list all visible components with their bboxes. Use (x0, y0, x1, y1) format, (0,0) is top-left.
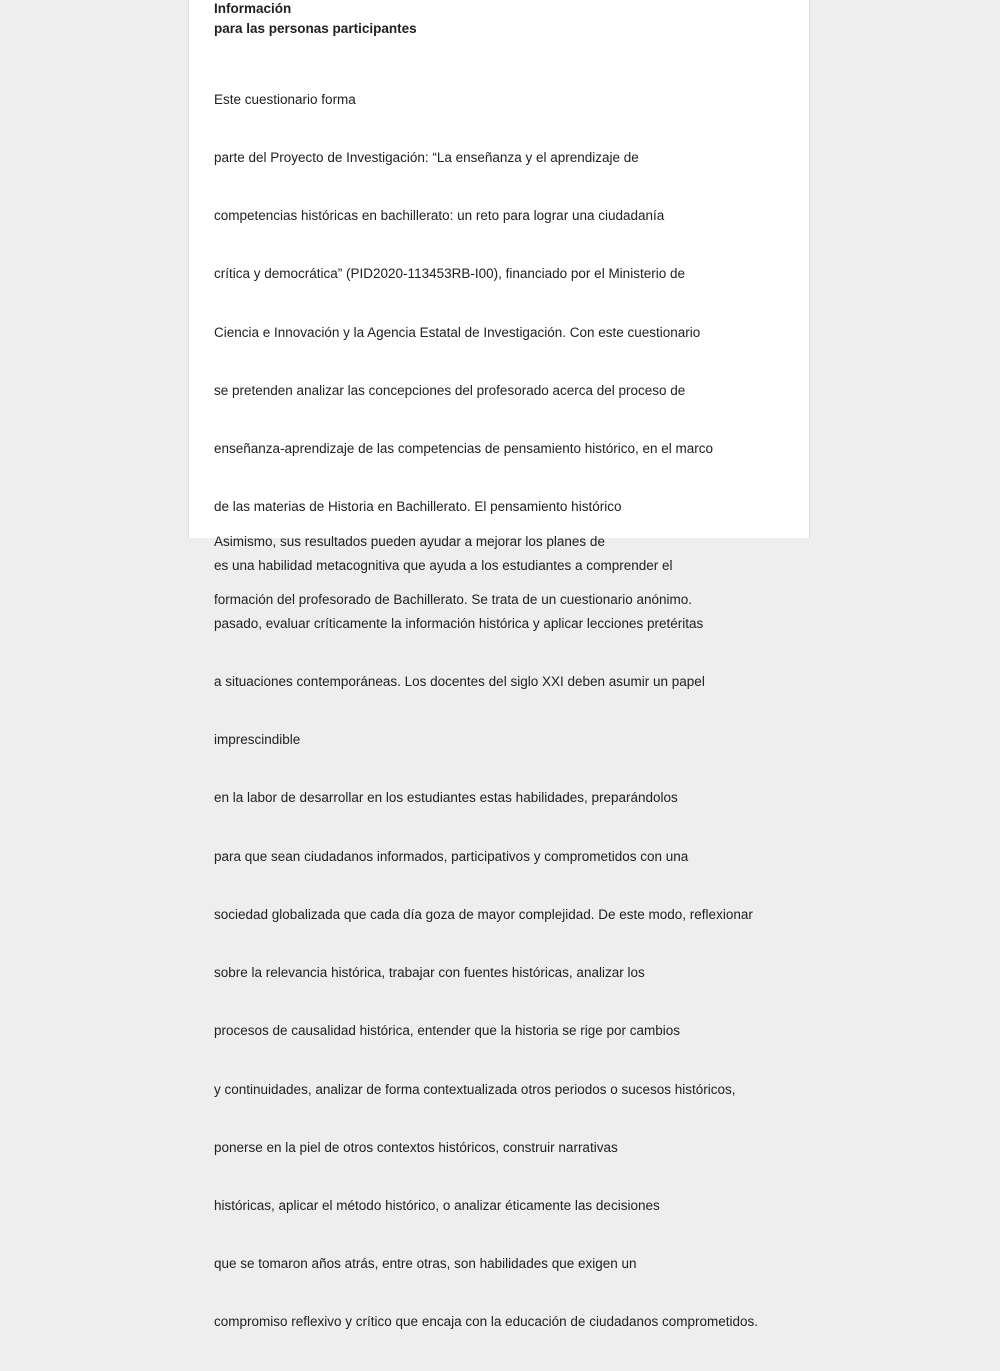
paragraph-line: históricas, aplicar el método histórico, o analizar éticamente las decisiones (214, 1197, 660, 1213)
paragraph-line: procesos de causalidad histórica, entender que la historia se rige por cambios (214, 1023, 681, 1039)
section-description-paragraph-2 (214, 493, 692, 648)
section-title-line-1: Información (214, 1, 292, 16)
paragraph-line: pasado, evaluar críticamente la información histórica y aplicar lecciones pretéritas (214, 615, 704, 631)
paragraph-line: para que sean ciudadanos informados, participativos y comprometidos con una (214, 848, 689, 864)
paragraph-line: formación del profesorado de Bachillerato. Se trata de un cuestionario anónimo. (214, 592, 693, 608)
paragraph-line: Asimismo, sus resultados pueden ayudar a mejorar los planes de (214, 533, 605, 549)
paragraph-line: en la labor de desarrollar en los estudiantes estas habilidades, preparándolos (214, 790, 678, 806)
paragraph-line: a situaciones contemporáneas. Los docentes del siglo XXI deben asumir un papel (214, 674, 705, 689)
paragraph-line: que se tomaron años atrás, entre otras, son habilidades que exigen un (214, 1256, 637, 1272)
paragraph-line: se pretenden analizar las concepciones del profesorado acerca del proceso de (214, 382, 686, 398)
paragraph-line: compromiso reflexivo y crítico que encaja con la educación de ciudadanos comprometidos. (214, 1314, 759, 1330)
paragraph-line: enseñanza-aprendizaje de las competencias de pensamiento histórico, en el marco (214, 441, 714, 457)
section-title-line-2: para las personas participantes (214, 20, 417, 36)
paragraph-line: Este cuestionario forma (214, 91, 356, 107)
paragraph-line: competencias históricas en bachillerato: un reto para lograr una ciudadanía (214, 208, 665, 224)
paragraph-line: parte del Proyecto de Investigación: “La enseñanza y el aprendizaje de (214, 150, 639, 166)
form-section-card (188, 0, 810, 1330)
paragraph-line: de las materias de Historia en Bachillerato. El pensamiento histórico (214, 499, 622, 515)
section-description-paragraph-1 (214, 51, 758, 1371)
paragraph-line: y continuidades, analizar de forma contextualizada otros periodos o sucesos históricos, (214, 1081, 736, 1097)
paragraph-line: Ciencia e Innovación y la Agencia Estatal de Investigación. Con este cuestionario (214, 324, 701, 340)
paragraph-line: sobre la relevancia histórica, trabajar con fuentes históricas, analizar los (214, 965, 645, 981)
paragraph-line: crítica y democrática” (PID2020-113453RB-I00), financiado por el Ministerio de (214, 266, 685, 282)
paragraph-line: ponerse en la piel de otros contextos históricos, construir narrativas (214, 1139, 618, 1155)
paragraph-line: es una habilidad metacognitiva que ayuda a los estudiantes a comprender el (214, 557, 673, 573)
paragraph-line: sociedad globalizada que cada día goza de mayor complejidad. De este modo, reflexionar (214, 906, 753, 922)
paragraph-line: imprescindible (214, 732, 301, 748)
section-title (214, 0, 417, 38)
